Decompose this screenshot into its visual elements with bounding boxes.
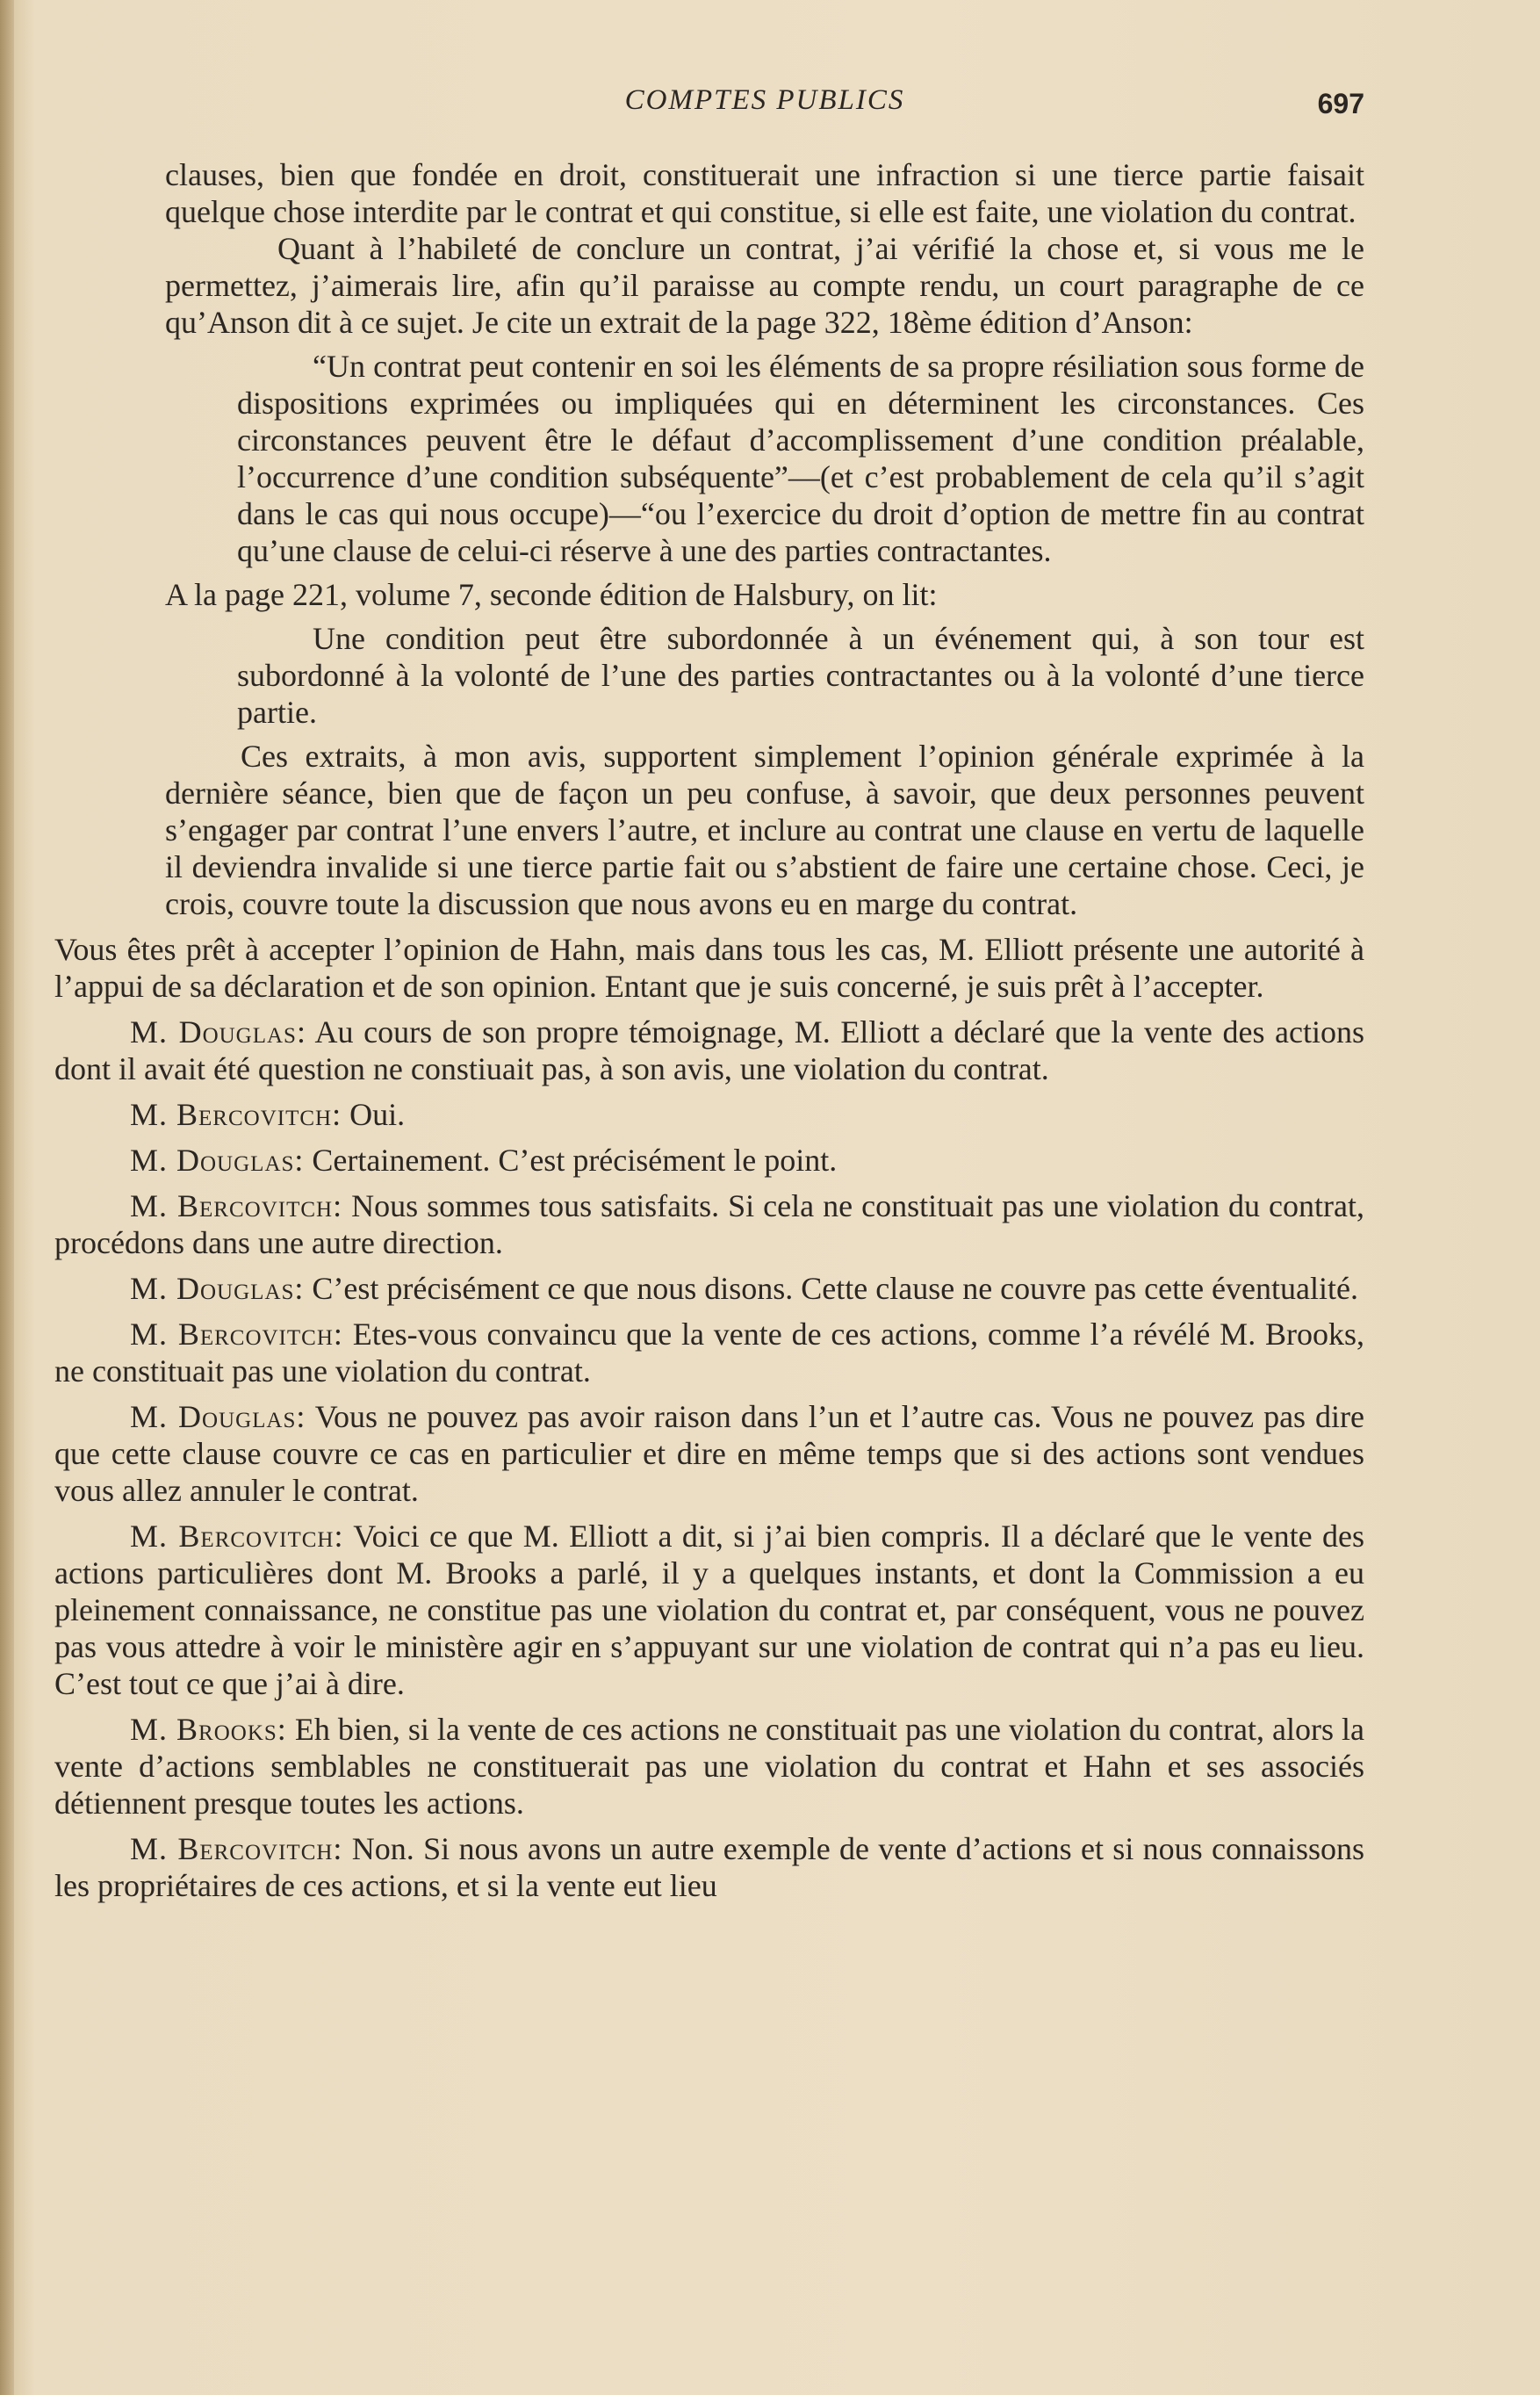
speaker-name: M. Douglas:: [130, 1143, 305, 1178]
speech: [54, 1096, 1364, 1133]
speech: [54, 1014, 1364, 1087]
running-title: COMPTES PUBLICS: [624, 84, 905, 116]
paragraph: Quant à l’habileté de conclure un contrat, j’ai vérifié la chose et, si vous me le permettez, j’aimerais lire, afin qu’il paraisse au compte rendu, un court paragraphe de ce qu’Anson dit à ce sujet. Je cite un extrait de la page 322, 18ème édition d’Anson:: [165, 231, 1364, 340]
block-quote: Une condition peut être subordonnée à un événement qui, à son tour est subordonné à la volonté de l’une des parties contractantes ou à la volonté d’une tierce partie.: [237, 621, 1364, 730]
speech-text: Eh bien, si la vente de ces actions ne constituait pas une violation du contrat, alors la vente d’actions semblables ne constituerait pas une violation du contrat et Hahn et ses associés détiennent presque toutes les actions.: [54, 1712, 1364, 1821]
paragraph: A la page 221, volume 7, seconde édition de Halsbury, on lit:: [165, 577, 938, 612]
speech: [54, 1270, 1364, 1307]
speech-text: C’est précisément ce que nous disons. Cette clause ne couvre pas cette éventualité.: [304, 1271, 1358, 1306]
speech-text: Au cours de son propre témoignage, M. Elliott a déclaré que la vente des actions dont il avait été question ne constiuait pas, à son avis, une violation du contrat.: [54, 1014, 1364, 1086]
speech: [54, 1830, 1364, 1904]
page-body: [54, 156, 1365, 1904]
speaker-name: M. Bercovitch:: [130, 1519, 344, 1554]
block-quote: “Un contrat peut contenir en soi les éléments de sa propre résiliation sous forme de dispositions exprimées ou impliquées qui en déterminent les circonstances. Ces circonstances peuvent être le défaut d’accomplissement d’une condition préalable, l’occurrence d’une condition subséquente”—(et c’est probablement de cela qu’il s’agit dans le cas qui nous occupe)—“ou l’exercice du droit d’option de mettre fin au contrat qu’une clause de celui-ci réserve à une des parties contractantes.: [237, 349, 1364, 568]
speech: [54, 1187, 1364, 1261]
speaker-name: M. Brooks:: [130, 1712, 287, 1747]
paragraph-text: Ces extraits, à mon avis, supportent simplement l’opinion générale exprimée à la dernière séance, bien que de façon un peu confuse, à savoir, que deux personnes peuvent s’engager par contrat l’une envers l’autre, et inclure au contrat une clause en vertu de laquelle il deviendra invalide si une tierce partie fait ou s’abstient de faire une certaine chose. Ceci, je crois, couvre toute la discussion que nous avons eu en marge du contrat.: [165, 739, 1364, 921]
speech: [54, 1711, 1364, 1821]
running-header: [165, 84, 1364, 128]
speaker-name: M. Bercovitch:: [130, 1188, 343, 1223]
speaker-name: M. Douglas:: [130, 1271, 305, 1306]
speech: [54, 1518, 1364, 1702]
speech-text: Voici ce que M. Elliott a dit, si j’ai bien compris. Il a déclaré que le vente des actions particulières dont M. Brooks a parlé, il y a quelques instants, et dont la Commission a eu pleinement connaissance, ne constitue pas une violation du contrat et, par conséquent, vous ne pouvez pas vous attedre à voir le ministère agir en s’appuyant sur une violation de contrat qui n’a pas eu lieu. C’est tout ce que j’ai à dire.: [54, 1519, 1365, 1701]
speech-text: Etes-vous convaincu que la vente de ces actions, comme l’a révélé M. Brooks, ne constituait pas une violation du contrat.: [54, 1317, 1365, 1389]
speaker-name: M. Bercovitch:: [130, 1317, 343, 1352]
page-gutter: [0, 0, 14, 2395]
speech: [54, 1398, 1364, 1509]
speech-text: Certainement. C’est précisément le point.: [304, 1143, 838, 1178]
paragraph: Vous êtes prêt à accepter l’opinion de Hahn, mais dans tous les cas, M. Elliott présente une autorité à l’appui de sa déclaration et de son opinion. Entant que je suis concerné, je suis prêt à l’accepter.: [54, 932, 1364, 1004]
speaker-name: M. Bercovitch:: [130, 1097, 342, 1132]
paragraph: clauses, bien que fondée en droit, constituerait une infraction si une tierce partie faisait quelque chose interdite par le contrat et qui constitue, si elle est faite, une violation du contrat.: [165, 157, 1364, 229]
speech: [54, 1316, 1364, 1389]
speaker-name: M. Douglas:: [130, 1014, 306, 1050]
speech-text: Vous ne pouvez pas avoir raison dans l’un et l’autre cas. Vous ne pouvez pas dire que cette clause couvre ce cas en particulier et dire en même temps que si des actions sont vendues vous allez annuler le contrat.: [54, 1399, 1364, 1508]
speech: [54, 1142, 1364, 1179]
speech-text: Nous sommes tous satisfaits. Si cela ne constituait pas une violation du contrat, procédons dans une autre direction.: [54, 1188, 1365, 1260]
speech-text: Oui.: [342, 1097, 406, 1132]
speaker-name: M. Bercovitch:: [130, 1831, 343, 1866]
speech-text: Non. Si nous avons un autre exemple de vente d’actions et si nous connaissons les propriétaires de ces actions, et si la vente eut lieu: [54, 1831, 1364, 1903]
page-number: 697: [1317, 88, 1364, 119]
speaker-name: M. Douglas:: [130, 1399, 306, 1434]
paragraph: [165, 738, 1364, 922]
